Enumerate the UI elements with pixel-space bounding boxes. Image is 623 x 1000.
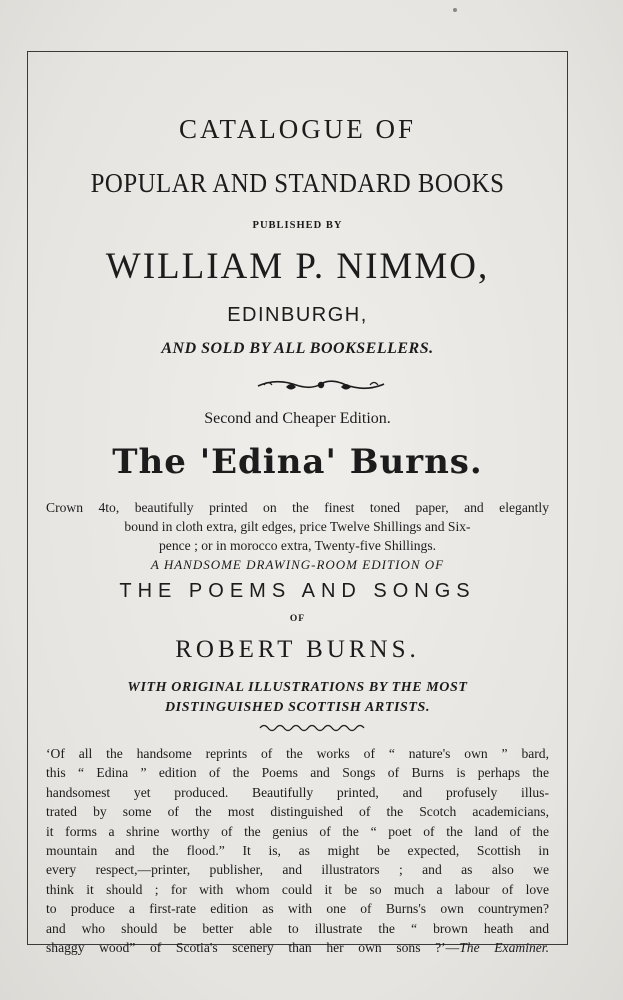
paper-speck	[453, 8, 457, 12]
review-line: this “ Edina ” edition of the Poems and Songs of Burns is perhaps the	[46, 765, 549, 781]
edition-note: Second and Cheaper Edition.	[204, 410, 391, 427]
review-quote	[46, 744, 549, 957]
illustrations-line: DISTINGUISHED SCOTTISH ARTISTS.	[164, 700, 431, 715]
description-line: bound in cloth extra, gilt edges, price Twelve Shillings and Six-	[124, 519, 471, 534]
catalogue-subtitle: POPULAR AND STANDARD BOOKS	[90, 168, 505, 198]
review-line: ‘Of all the handsome reprints of the works of “ nature's own ” bard,	[46, 746, 549, 761]
book-title: The 'Edina' Burns.	[112, 442, 483, 482]
review-source: The Examiner.	[459, 940, 549, 956]
description-line: Crown 4to, beautifully printed on the finest toned paper, and elegantly	[46, 500, 549, 515]
review-line: to produce a first-rate edition as with one of Burns's own countrymen?	[46, 901, 549, 917]
published-by-label: PUBLISHED BY	[252, 220, 343, 231]
review-line: handsomest yet produced. Beautifully printed, and profusely illus-	[46, 784, 549, 800]
review-line: shaggy wood” of Scotia's scenery than her own sons ?’—	[46, 940, 460, 956]
page-frame	[27, 51, 568, 956]
handsome-edition-line: A HANDSOME DRAWING-ROOM EDITION OF	[150, 557, 445, 572]
description-line: pence ; or in morocco extra, Twenty-five Shillings.	[158, 538, 437, 553]
review-line: think it should ; for with whom could it be so much a labour of love	[46, 881, 549, 897]
book-description	[46, 498, 549, 555]
catalogue-title: CATALOGUE OF	[178, 114, 417, 144]
review-line: it forms a shrine worthy of the genius of the “ poet of the land of the	[46, 823, 549, 839]
review-line: and who should be better able to illustrate the “ brown heath and	[46, 920, 549, 936]
review-line: trated by some of the most distinguished of the Scotch academicians,	[46, 804, 549, 820]
publisher-name: WILLIAM P. NIMMO,	[105, 246, 490, 287]
review-final-line	[46, 938, 549, 957]
poet-name: ROBERT BURNS.	[175, 636, 420, 663]
review-line: mountain and the flood.” It is, as might be expected, Scottish in	[46, 843, 549, 859]
illustrations-line: WITH ORIGINAL ILLUSTRATIONS BY THE MOST	[127, 680, 468, 695]
ornament-divider-icon	[256, 374, 386, 396]
review-line: every respect,—printer, publisher, and illustrators ; and as also we	[46, 862, 549, 878]
wavy-divider-icon	[258, 722, 368, 734]
sold-by-line: AND SOLD BY ALL BOOKSELLERS.	[161, 340, 434, 357]
poems-and-songs-heading: THE POEMS AND SONGS	[119, 580, 476, 602]
publisher-city: EDINBURGH,	[227, 304, 368, 326]
of-label: OF	[289, 614, 306, 624]
